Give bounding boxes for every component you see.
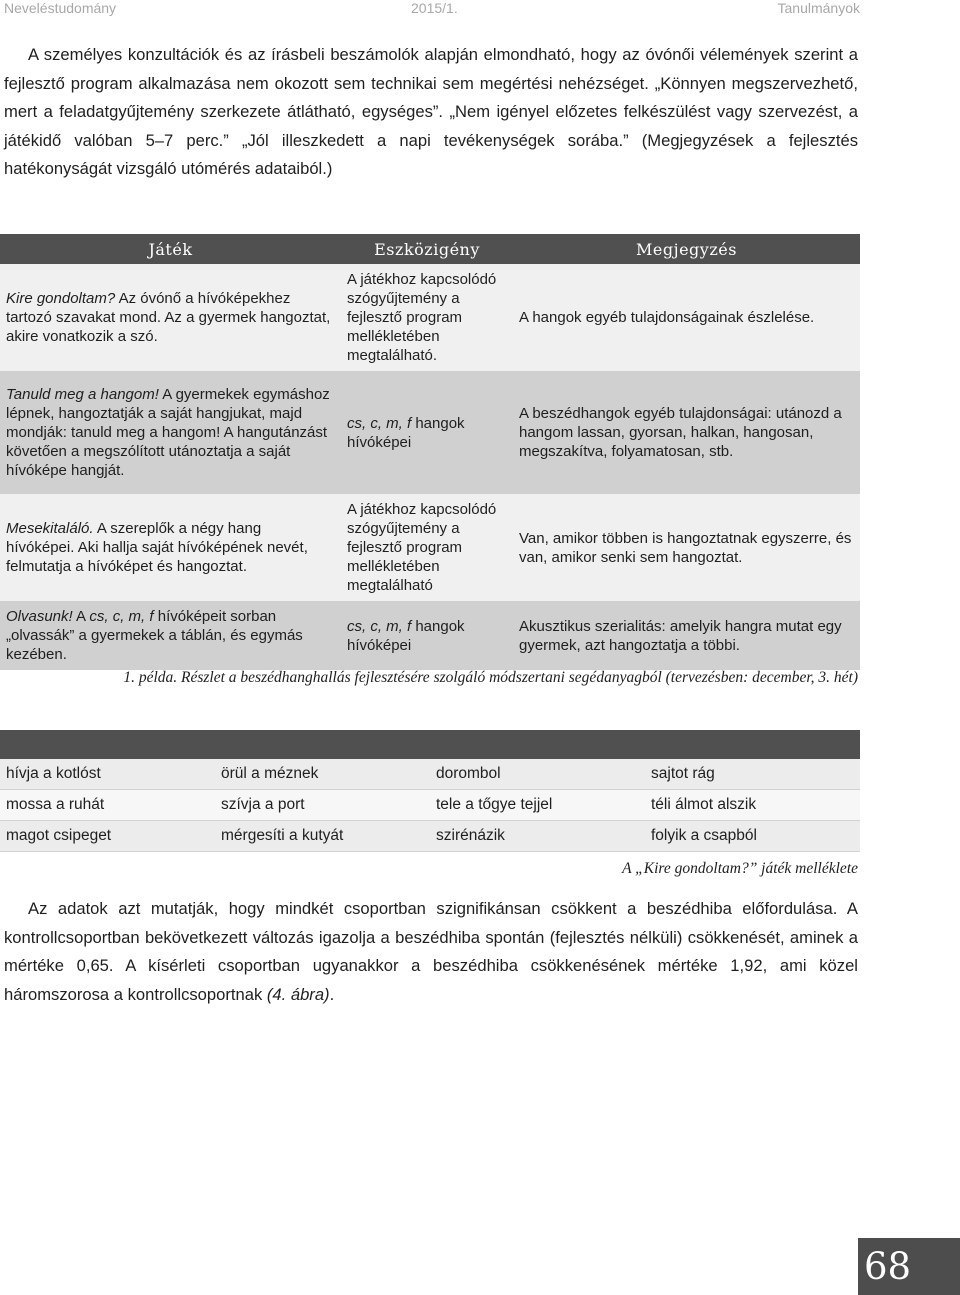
running-header [0, 0, 960, 20]
tools-cell [341, 371, 513, 494]
header-note: Megjegyzés [513, 234, 860, 264]
tools-cell [341, 494, 513, 601]
results-end: . [329, 984, 335, 1004]
game-description: A gyermekek egymáshoz lépnek, hangoztatják a saját hangjukat, majd mondják: tanuld meg a hangom! A hangutánzást követően a megszólított utánoztatja a saját hívóképe hangját. [6, 386, 330, 479]
game-cell [0, 601, 341, 670]
header-game: Játék [0, 234, 341, 264]
table-row [0, 264, 860, 371]
note-cell: A hangok egyéb tulajdonságainak észlelése. [513, 264, 860, 371]
figure-reference: (4. ábra) [262, 984, 330, 1004]
note-cell: Akusztikus szerialitás: amelyik hangra mutat egy gyermek, azt hangoztatja a többi. [513, 601, 860, 670]
word-cell: szirénázik [430, 821, 645, 852]
results-paragraph [4, 895, 858, 1009]
tools-text: hangok hívóképei [347, 414, 465, 451]
game-description: Az óvónő a hívóképekhez tartozó szavakat mond. Az a gyermek hangoztat, akire vonatkozik a szó. [6, 290, 331, 345]
note-cell: A beszédhangok egyéb tulajdonságai: utánozd a hangom lassan, gyorsan, halkan, hangosan, megszakítva, folyamatosan, stb. [513, 371, 860, 494]
word-cell: mossa a ruhát [0, 790, 215, 821]
word-cell: téli álmot alszik [645, 790, 860, 821]
game-cell [0, 371, 341, 494]
game-title: Mesekitaláló. [6, 520, 94, 537]
word-cell: tele a tőgye tejjel [430, 790, 645, 821]
word-cell: sajtot rág [645, 759, 860, 790]
results-text: Az adatok azt mutatják, hogy mindkét csoportban szignifikánsan csökkent a beszédhiba előfordulása. A kontrollcsoportban bekövetkezett változás igazolja a beszédhiba spontán (fejlesztés nélküli) csökkenését, aminek a mértéke 0,65. A kísérleti csoportban ugyanakkor a beszédhiba csökkenésének mértéke 1,92, ami közel háromszorosa a kontrollcsoportnak [4, 899, 858, 1004]
games-table-header [0, 234, 860, 264]
game-sounds: cs, c, m, f [89, 608, 154, 625]
table-row [0, 821, 860, 852]
table-row [0, 371, 860, 494]
appendix-caption: A „Kire gondoltam?” játék melléklete [622, 860, 858, 877]
game-cell [0, 494, 341, 601]
table-row [0, 759, 860, 790]
games-table [0, 234, 860, 670]
tools-text: A játékhoz kapcsolódó szógyűjtemény a fejlesztő program mellékletében megtalálható [347, 501, 497, 594]
words-table [0, 759, 860, 852]
word-cell: magot csipeget [0, 821, 215, 852]
game-title: Olvasunk! [6, 608, 73, 625]
note-cell: Van, amikor többen is hangoztatnak egyszerre, és van, amikor senki sem hangoztat. [513, 494, 860, 601]
word-cell: folyik a csapból [645, 821, 860, 852]
tools-cell [341, 601, 513, 670]
page-number: 68 [858, 1238, 960, 1295]
tools-text: hangok hívóképei [347, 617, 465, 654]
intro-paragraph: A személyes konzultációk és az írásbeli beszámolók alapján elmondható, hogy az óvónői vélemények szerint a fejlesztő program alkalmazása nem okozott sem technikai sem megértési nehézséget. „Könnyen megszervezhető, mert a feladatgyűjtemény szerkezete átlátható, egységes”. „Nem igényel előzetes felkészülést vagy szervezést, a játékidő valóban 5–7 perc.” „Jól illeszkedett a napi tevékenységek sorába.” (Megjegyzések a fejlesztés hatékonyságát vizsgáló utómérés adataiból.) [4, 45, 858, 178]
word-cell: hívja a kotlóst [0, 759, 215, 790]
game-cell [0, 264, 341, 371]
example-caption: 1. példa. Részlet a beszédhanghallás fejlesztésére szolgáló módszertani segédanyagból (tervezésben: december, 3. hét) [123, 669, 858, 686]
game-description-prefix: A [72, 608, 90, 625]
word-cell: örül a méznek [215, 759, 430, 790]
table-row [0, 601, 860, 670]
game-title: Tanuld meg a hangom! [6, 386, 159, 403]
tools-text: A játékhoz kapcsolódó szógyűjtemény a fejlesztő program mellékletében megtalálható. [347, 271, 497, 364]
tools-cell [341, 264, 513, 371]
words-table-header-bar [0, 730, 860, 759]
game-description: hívóképeit sorban „olvassák” a gyermekek a táblán, és egymás kezében. [6, 608, 303, 663]
issue-number: 2015/1. [411, 0, 458, 16]
table-row [0, 790, 860, 821]
journal-name: Neveléstudomány [4, 0, 117, 16]
word-cell: mérgesíti a kutyát [215, 821, 430, 852]
header-tools: Eszközigény [341, 234, 513, 264]
game-description: A szereplők a négy hang hívóképei. Aki hallja saját hívóképének nevét, felmutatja a hívóképet és hangoztat. [6, 520, 308, 575]
game-title: Kire gondoltam? [6, 290, 116, 307]
word-cell: dorombol [430, 759, 645, 790]
tools-sounds: cs, c, m, f [347, 617, 412, 635]
word-cell: szívja a port [215, 790, 430, 821]
table-row [0, 494, 860, 601]
tools-sounds: cs, c, m, f [347, 414, 412, 432]
section-name: Tanulmányok [777, 0, 860, 16]
